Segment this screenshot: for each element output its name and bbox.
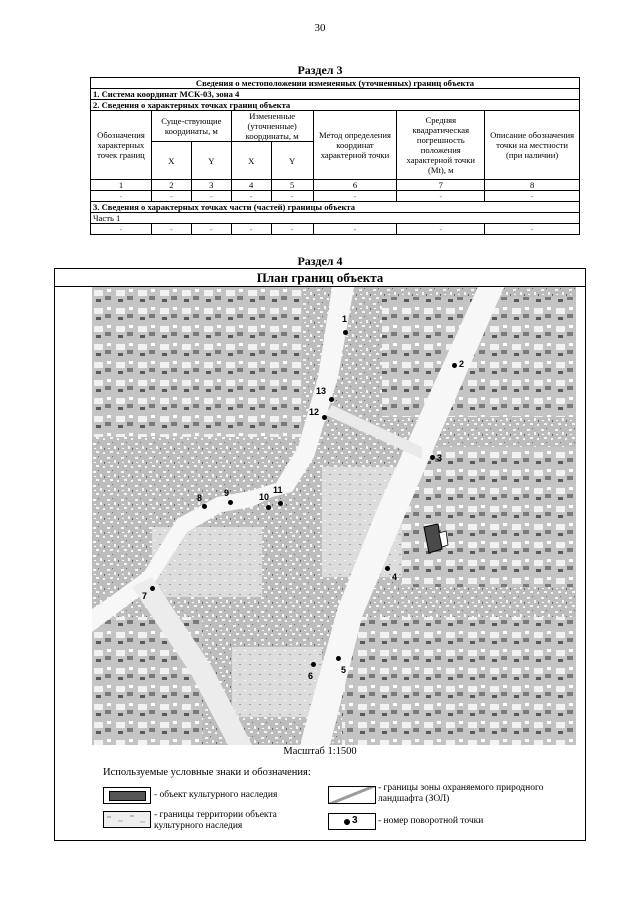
col-number: 1	[91, 180, 152, 191]
col-number: 3	[191, 180, 231, 191]
page-number: 30	[314, 22, 326, 34]
header-y-existing: Y	[191, 142, 231, 180]
map-scale: Масштаб 1:1500	[283, 746, 357, 757]
col-number: 5	[271, 180, 313, 191]
header-error: Средняя квадратическая погрешность положения характерной точки (Mt), м	[397, 111, 485, 180]
point-label: 1	[342, 314, 348, 324]
legend-turning-point: - номер поворотной точки	[378, 816, 484, 826]
table-cell: -	[313, 224, 397, 235]
table-cell: -	[313, 191, 397, 202]
point-label: 7	[142, 591, 148, 601]
table-cell: -	[151, 191, 191, 202]
point-label: 2	[459, 359, 465, 369]
table-cell: -	[485, 224, 580, 235]
header-x-existing: X	[151, 142, 191, 180]
table-cell: -	[91, 224, 152, 235]
points-heading-row: 2. Сведения о характерных точках границ объекта	[91, 100, 580, 111]
header-existing-coords: Суще-ствующие координаты, м	[151, 111, 231, 142]
turning-point-marker	[336, 656, 341, 661]
legend-heritage-object: - объект культурного наследия	[154, 790, 278, 800]
table-cell: -	[151, 224, 191, 235]
boundary-plan-map	[92, 287, 576, 745]
table-cell: -	[271, 224, 313, 235]
header-point-designation: Обозначения характерных точек границ	[91, 111, 152, 180]
turning-point-sample-number: 3	[352, 815, 358, 826]
legend-heritage-territory: - границы территории объекта культурного наследия	[154, 810, 277, 831]
turning-point-marker	[385, 566, 390, 571]
table-cell: -	[191, 191, 231, 202]
point-label: 6	[308, 671, 314, 681]
col-number: 6	[313, 180, 397, 191]
turning-point-marker	[329, 397, 334, 402]
col-number: 2	[151, 180, 191, 191]
table-cell: -	[91, 191, 152, 202]
section4-title: Раздел 4	[297, 254, 343, 268]
turning-point-marker	[266, 505, 271, 510]
point-label: 12	[309, 407, 320, 417]
table-cell: -	[397, 224, 485, 235]
header-method: Метод определения координат характерной точки	[313, 111, 397, 180]
legend-title: Используемые условные знаки и обозначения:	[103, 767, 311, 778]
col-number: 7	[397, 180, 485, 191]
boundary-points-table	[90, 77, 580, 235]
turning-point-symbol	[328, 813, 376, 830]
table-cell: -	[397, 191, 485, 202]
landscape-zone-swatch	[329, 787, 375, 803]
table-title: Сведения о местоположении измененных (уточненных) границ объекта	[91, 78, 580, 89]
point-label: 5	[341, 665, 347, 675]
table-cell: -	[231, 191, 271, 202]
turning-point-marker	[430, 455, 435, 460]
point-label: 4	[392, 572, 398, 582]
turning-point-marker	[202, 504, 207, 509]
point-label: 8	[197, 493, 203, 503]
point-label: 3	[437, 453, 443, 463]
point-label: 13	[316, 386, 327, 396]
heritage-territory-symbol	[103, 811, 151, 828]
turning-point-marker	[278, 501, 283, 506]
plan-map-svg	[92, 287, 576, 745]
header-x-updated: X	[231, 142, 271, 180]
table-cell: -	[231, 224, 271, 235]
table-cell: -	[191, 224, 231, 235]
coord-system-row: 1. Система координат МСК-03, зона 4	[91, 89, 580, 100]
table-cell: -	[271, 191, 313, 202]
landscape-zone-symbol	[328, 786, 376, 804]
section3-title: Раздел 3	[297, 63, 343, 77]
turning-point-marker	[452, 363, 457, 368]
header-description: Описание обозначения точки на местности (при наличии)	[485, 111, 580, 180]
legend-landscape-zone: - границы зоны охраняемого природного ландшафта (ЗОЛ)	[378, 783, 544, 804]
part-heading-row: 3. Сведения о характерных точках части (частей) границы объекта	[91, 202, 580, 213]
plan-title: План границ объекта	[54, 268, 586, 287]
turning-point-marker	[311, 662, 316, 667]
part-label-row: Часть 1	[91, 213, 580, 224]
turning-point-marker	[150, 586, 155, 591]
turning-point-marker	[343, 330, 348, 335]
turning-point-marker	[322, 415, 327, 420]
heritage-territory-swatch	[104, 812, 150, 827]
table-cell: -	[485, 191, 580, 202]
col-number: 8	[485, 180, 580, 191]
col-number: 4	[231, 180, 271, 191]
turning-point-marker	[228, 500, 233, 505]
point-label: 9	[224, 488, 230, 498]
header-y-updated: Y	[271, 142, 313, 180]
heritage-object-symbol	[103, 787, 151, 804]
header-updated-coords: Измененные (уточненные) координаты, м	[231, 111, 313, 142]
point-label: 11	[273, 485, 283, 495]
point-label: 10	[259, 492, 270, 502]
